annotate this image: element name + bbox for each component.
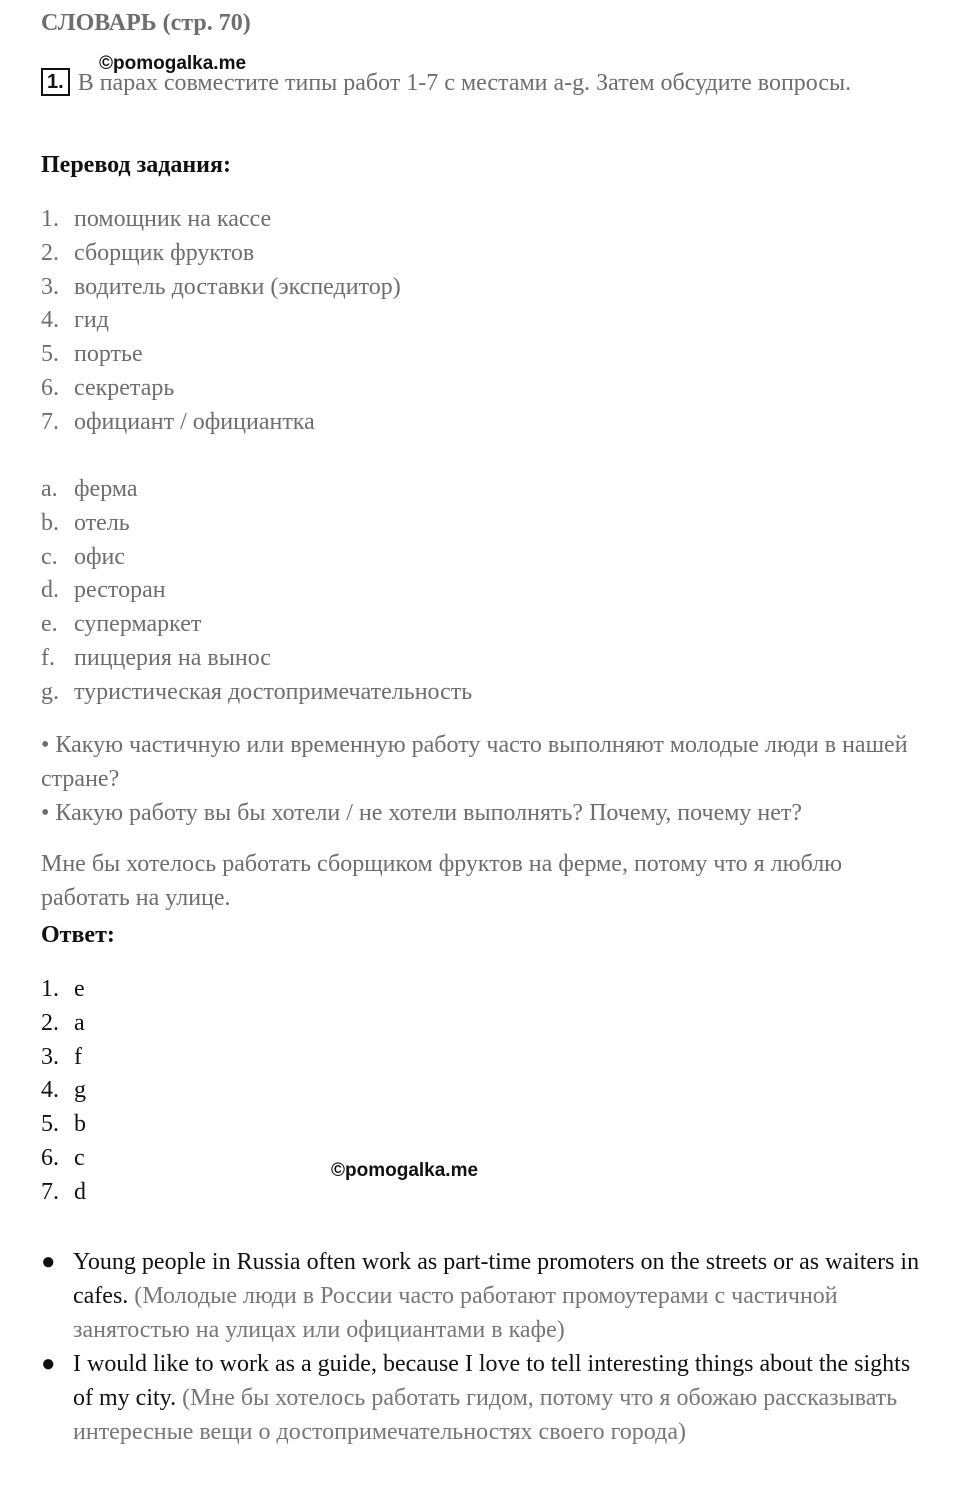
list-item-text: ресторан <box>74 577 166 604</box>
list-item-text: сборщик фруктов <box>74 239 255 266</box>
bullet-russian-text: (Мне бы хотелось работать гидом, потому что я обожаю рассказывать интересные вещи о достопримечательностях своего города) <box>73 1385 898 1445</box>
list-marker: 7. <box>41 1178 59 1205</box>
list-marker: 1. <box>41 976 59 1002</box>
list-item-text: секретарь <box>74 374 175 401</box>
bullet-english-text: I would like to work as a guide, because I love to tell interesting things about the sights of my city. <box>73 1351 911 1411</box>
list-item <box>41 676 472 710</box>
list-item <box>41 973 86 1007</box>
list-item <box>41 271 401 305</box>
list-item-text: b <box>74 1111 86 1138</box>
bullet-dot-icon: ● <box>41 1249 56 1275</box>
list-marker: 2. <box>41 239 59 266</box>
list-item <box>41 507 472 541</box>
list-item-text: офис <box>74 543 126 570</box>
watermark-middle: ©pomogalka.me <box>331 1160 479 1181</box>
watermark-top: ©pomogalka.me <box>99 53 247 74</box>
answers-list <box>41 973 86 1210</box>
list-marker: 6. <box>41 1144 59 1171</box>
list-item <box>41 1007 86 1041</box>
list-item-text: f <box>74 1043 82 1070</box>
list-item-text: пиццерия на вынос <box>74 644 271 671</box>
list-item-text: официант / официантка <box>74 408 315 435</box>
list-marker: a. <box>41 476 58 502</box>
page-title: СЛОВАРЬ (стр. 70) <box>41 10 251 36</box>
task-instruction <box>41 66 901 100</box>
bullet-dot-icon: ● <box>41 1351 56 1377</box>
list-item-text: портье <box>74 341 143 368</box>
list-marker: 7. <box>41 408 59 435</box>
list-item <box>41 642 472 676</box>
list-marker: c. <box>41 543 58 570</box>
list-marker: 3. <box>41 273 59 300</box>
answer-bullets <box>41 1245 921 1449</box>
list-item-text: ферма <box>74 476 138 502</box>
list-marker: d. <box>41 577 59 604</box>
discussion-question-2: • Какую работу вы бы хотели / не хотели выполнять? Почему, почему нет? <box>41 800 803 826</box>
list-item <box>41 203 401 237</box>
list-item-text: c <box>74 1144 85 1171</box>
list-item <box>41 574 472 608</box>
translation-heading: Перевод задания: <box>41 152 231 178</box>
list-item-text: e <box>74 976 85 1002</box>
list-marker: 6. <box>41 374 59 401</box>
bullet-item <box>41 1347 921 1449</box>
list-item <box>41 1176 86 1210</box>
list-item-text: помощник на кассе <box>74 206 272 232</box>
bullet-english-text: Young people in Russia often work as part-time promoters on the streets or as waiters in cafes. <box>73 1249 920 1309</box>
list-marker: 4. <box>41 1077 59 1104</box>
list-item <box>41 237 401 271</box>
bullet-item <box>41 1245 921 1347</box>
list-marker: 1. <box>41 206 59 232</box>
list-marker: 2. <box>41 1009 59 1036</box>
places-list <box>41 473 472 710</box>
list-item-text: g <box>74 1077 86 1104</box>
list-marker: e. <box>41 611 58 638</box>
list-item <box>41 541 472 575</box>
list-marker: g. <box>41 678 59 705</box>
discussion-question-1: • Какую частичную или временную работу часто выполняют молодые люди в нашей стране? <box>41 732 908 792</box>
list-item <box>41 372 401 406</box>
list-item-text: гид <box>74 307 109 334</box>
list-marker: 3. <box>41 1043 59 1070</box>
task-text: В парах совместите типы работ 1-7 с местами a-g. Затем обсудите вопросы. <box>71 70 852 96</box>
list-marker: 4. <box>41 307 59 334</box>
list-item <box>41 338 401 372</box>
list-item <box>41 1041 86 1075</box>
jobs-list <box>41 203 401 440</box>
list-item-text: туристическая достопримечательность <box>74 678 473 705</box>
bullet-russian-text: (Молодые люди в России часто работают промоутерами с частичной занятостью на улицах или официантами в кафе) <box>73 1283 838 1343</box>
task-number-box: 1. <box>41 68 70 96</box>
list-item-text: супермаркет <box>74 611 202 638</box>
list-item <box>41 1074 86 1108</box>
list-item-text: водитель доставки (экспедитор) <box>74 273 401 300</box>
list-item <box>41 608 472 642</box>
list-marker: b. <box>41 509 59 536</box>
list-item-text: отель <box>74 509 130 536</box>
list-item-text: a <box>74 1009 85 1036</box>
list-item <box>41 1108 86 1142</box>
list-item <box>41 1142 86 1176</box>
answer-heading: Ответ: <box>41 922 115 948</box>
list-marker: f. <box>41 644 55 671</box>
list-marker: 5. <box>41 341 59 368</box>
example-answer: Мне бы хотелось работать сборщиком фруктов на ферме, потому что я люблю работать на улице. <box>41 851 843 911</box>
list-marker: 5. <box>41 1111 59 1138</box>
list-item <box>41 406 401 440</box>
list-item <box>41 473 472 507</box>
list-item <box>41 304 401 338</box>
list-item-text: d <box>74 1178 86 1205</box>
